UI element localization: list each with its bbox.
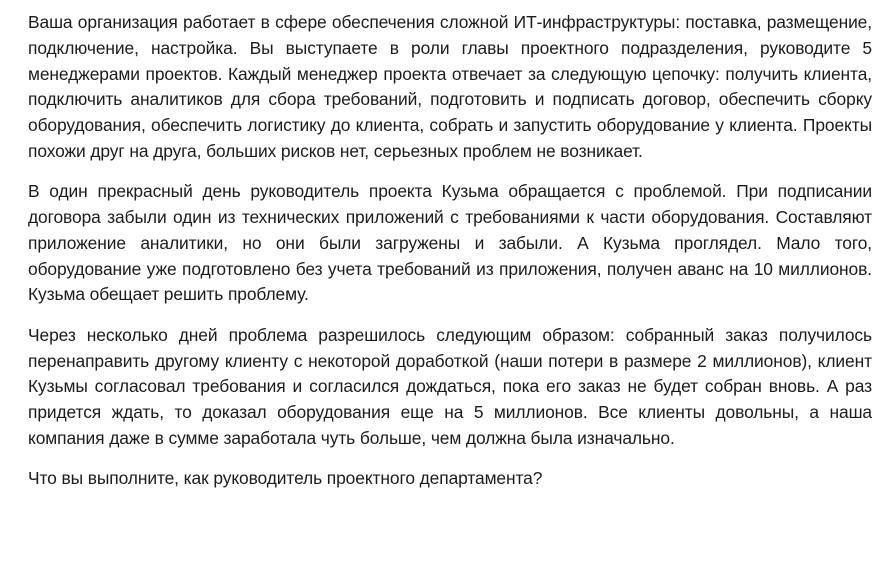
paragraph-resolution: Через несколько дней проблема разрешилось следующим образом: собранный заказ получилось перенаправить другому клиенту с некоторой доработкой (наши потери в размере 2 миллионов), клиент Кузьмы согласовал требования и согласился дождаться, пока его заказ не будет собран вновь. А раз придется ждать, то доказал оборудования еще на 5 миллионов. Все клиенты довольны, а наша компания даже в сумме заработала чуть больше, чем должна была изначально. (28, 324, 872, 448)
question-text: Что вы выполните, как руководитель проектного департамента? (28, 468, 543, 489)
paragraph-context: Ваша организация работает в сфере обеспечения сложной ИТ-инфраструктуры: поставка, размещение, подключение, настройка. Вы выступаете в роли главы проектного подразделения, руководите 5 менеджерами проектов. Каждый менеджер проекта отвечает за следующую цепочку: получить клиента, подключить аналитиков для сбора требований, подготовить и подписать договор, обеспечить сборку оборудования, обеспечить логистику до клиента, собрать и запустить оборудование у клиента. Проекты похожи друг на друга, больших рисков нет, серьезных проблем не возникает. (28, 12, 872, 161)
paragraph-problem: В один прекрасный день руководитель проекта Кузьма обращается с проблемой. При подписании договора забыли один из технических приложений с требованиями к части оборудования. Составляют приложение аналитики, но они были загружены и забыли. А Кузьма проглядел. Мало того, оборудование уже подготовлено без учета требований из приложения, получен аванс на 10 миллионов. Кузьма обещает решить проблему. (28, 181, 872, 305)
document-body (28, 10, 872, 492)
